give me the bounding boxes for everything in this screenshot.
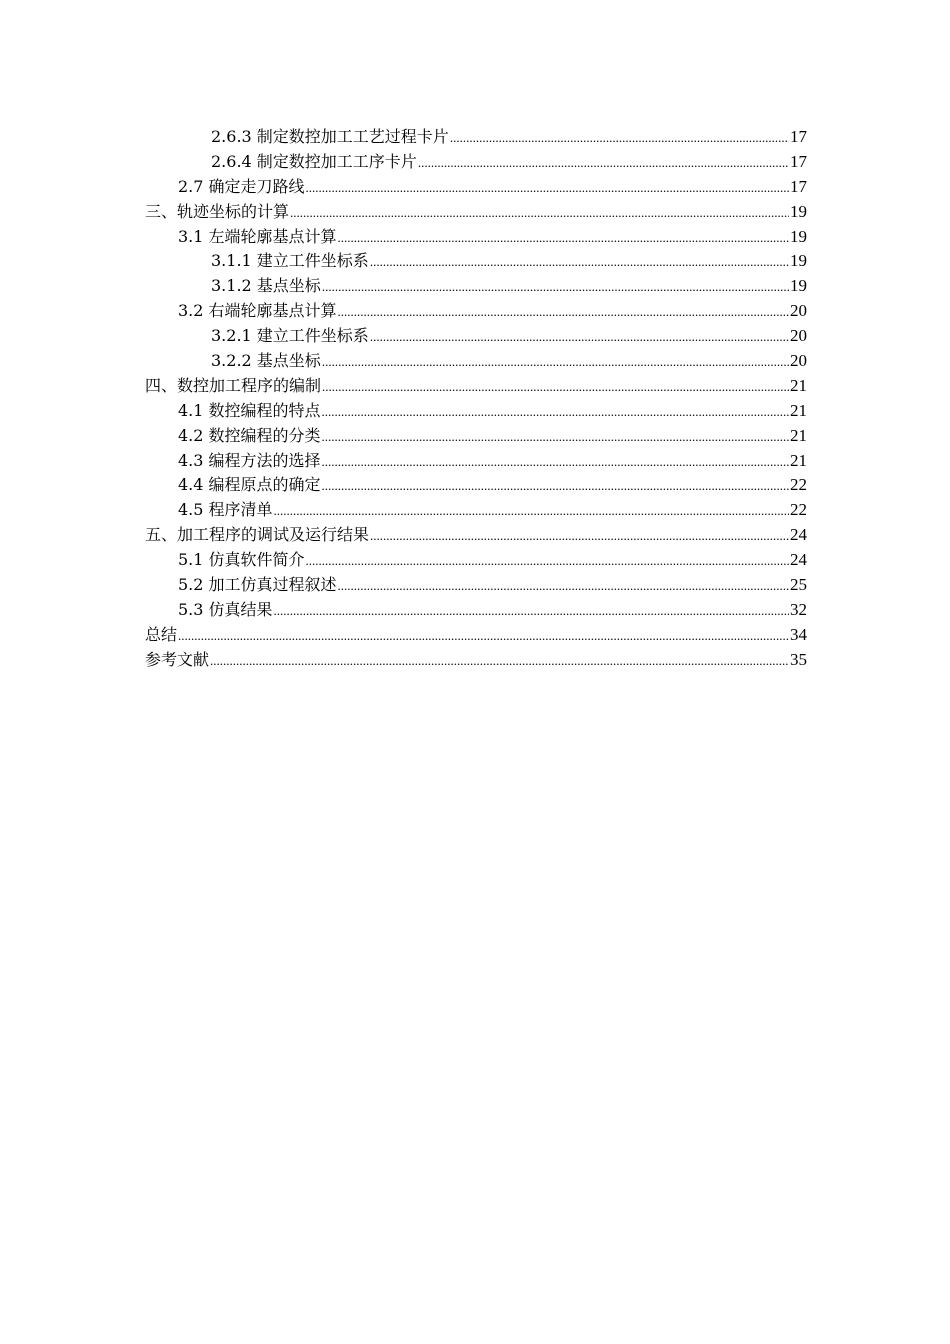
- toc-entry[interactable]: [145, 125, 807, 150]
- toc-dot-leader: [210, 649, 789, 674]
- toc-entry-label: 2.7 确定走刀路线: [178, 176, 305, 196]
- toc-entry[interactable]: [145, 449, 807, 474]
- toc-entry-label: 3.2 右端轮廓基点计算: [178, 301, 337, 321]
- toc-dot-leader: [322, 474, 789, 499]
- toc-entry-page-number: 21: [790, 450, 807, 470]
- toc-dot-leader: [306, 176, 789, 201]
- toc-entry-page-number: 17: [790, 127, 807, 146]
- toc-entry-label: 2.6.4 制定数控加工工序卡片: [211, 151, 417, 171]
- toc-dot-leader: [370, 524, 789, 549]
- toc-entry[interactable]: [145, 200, 807, 225]
- toc-entry[interactable]: [145, 424, 807, 449]
- toc-entry[interactable]: [145, 498, 807, 523]
- toc-entry[interactable]: [145, 523, 807, 548]
- toc-entry[interactable]: [145, 623, 807, 648]
- toc-entry-page-number: 24: [790, 525, 807, 545]
- toc-entry-label: 3.2.1 建立工件坐标系: [211, 326, 369, 346]
- toc-entry[interactable]: [145, 324, 807, 349]
- toc-entry-page-number: 21: [790, 400, 807, 420]
- toc-entry[interactable]: [145, 299, 807, 324]
- toc-entry-page-number: 19: [790, 251, 807, 271]
- toc-entry-label: 4.1 数控编程的特点: [178, 400, 321, 420]
- toc-dot-leader: [322, 350, 789, 375]
- toc-entry-label: 五、加工程序的调试及运行结果: [145, 525, 370, 545]
- toc-dot-leader: [322, 375, 789, 400]
- toc-dot-leader: [338, 300, 789, 325]
- toc-dot-leader: [178, 624, 789, 649]
- toc-dot-leader: [322, 275, 789, 300]
- toc-entry-page-number: 21: [790, 425, 807, 445]
- toc-entry-page-number: 21: [790, 375, 807, 395]
- toc-entry-page-number: 22: [790, 475, 807, 495]
- toc-entry-label: 2.6.3 制定数控加工工艺过程卡片: [211, 127, 449, 146]
- toc-entry[interactable]: [145, 249, 807, 274]
- toc-entry-label: 3.1.2 基点坐标: [211, 276, 321, 296]
- toc-dot-leader: [306, 549, 789, 574]
- toc-dot-leader: [274, 599, 789, 624]
- toc-dot-leader: [274, 499, 789, 524]
- toc-entry-page-number: 17: [790, 176, 807, 196]
- toc-entry-page-number: 20: [790, 351, 807, 371]
- toc-entry-label: 四、数控加工程序的编制: [145, 375, 322, 395]
- toc-entry[interactable]: [145, 648, 807, 673]
- toc-entry-page-number: 24: [790, 550, 807, 570]
- toc-entry-label: 三、轨迹坐标的计算: [145, 201, 290, 221]
- toc-entry[interactable]: [145, 349, 807, 374]
- toc-dot-leader: [322, 425, 789, 450]
- toc-dot-leader: [418, 151, 789, 176]
- toc-entry[interactable]: [145, 598, 807, 623]
- toc-entry-label: 5.3 仿真结果: [178, 599, 273, 619]
- toc-entry[interactable]: [145, 374, 807, 399]
- toc-dot-leader: [338, 574, 789, 599]
- toc-entry-page-number: 32: [790, 599, 807, 619]
- toc-entry-page-number: 25: [790, 575, 807, 595]
- toc-entry[interactable]: [145, 473, 807, 498]
- toc-entry-label: 5.2 加工仿真过程叙述: [178, 575, 337, 595]
- toc-dot-leader: [322, 400, 789, 425]
- table-of-contents: [145, 125, 807, 673]
- toc-entry-label: 4.4 编程原点的确定: [178, 475, 321, 495]
- toc-entry-page-number: 22: [790, 500, 807, 520]
- toc-entry-page-number: 20: [790, 301, 807, 321]
- toc-entry-label: 3.1.1 建立工件坐标系: [211, 251, 369, 271]
- toc-entry-label: 5.1 仿真软件简介: [178, 550, 305, 570]
- toc-entry-label: 3.2.2 基点坐标: [211, 351, 321, 371]
- toc-entry-page-number: 19: [790, 201, 807, 221]
- toc-entry-label: 参考文献: [145, 649, 210, 669]
- toc-dot-leader: [322, 450, 789, 475]
- toc-entry[interactable]: [145, 548, 807, 573]
- toc-entry-label: 总结: [145, 624, 178, 644]
- toc-dot-leader: [370, 325, 789, 350]
- toc-entry[interactable]: [145, 399, 807, 424]
- toc-entry-label: 4.3 编程方法的选择: [178, 450, 321, 470]
- toc-dot-leader: [370, 250, 789, 275]
- toc-entry-label: 4.2 数控编程的分类: [178, 425, 321, 445]
- toc-entry[interactable]: [145, 225, 807, 250]
- toc-entry[interactable]: [145, 150, 807, 175]
- toc-entry-page-number: 34: [790, 624, 807, 644]
- toc-entry-page-number: 17: [790, 151, 807, 171]
- toc-entry[interactable]: [145, 274, 807, 299]
- toc-entry[interactable]: [145, 573, 807, 598]
- toc-dot-leader: [290, 201, 789, 226]
- toc-entry-page-number: 20: [790, 326, 807, 346]
- toc-entry[interactable]: [145, 175, 807, 200]
- toc-dot-leader: [338, 226, 789, 251]
- toc-entry-label: 3.1 左端轮廓基点计算: [178, 226, 337, 246]
- toc-entry-page-number: 35: [790, 649, 807, 669]
- toc-entry-page-number: 19: [790, 276, 807, 296]
- toc-entry-label: 4.5 程序清单: [178, 500, 273, 520]
- toc-entry-page-number: 19: [790, 226, 807, 246]
- toc-dot-leader: [450, 126, 789, 151]
